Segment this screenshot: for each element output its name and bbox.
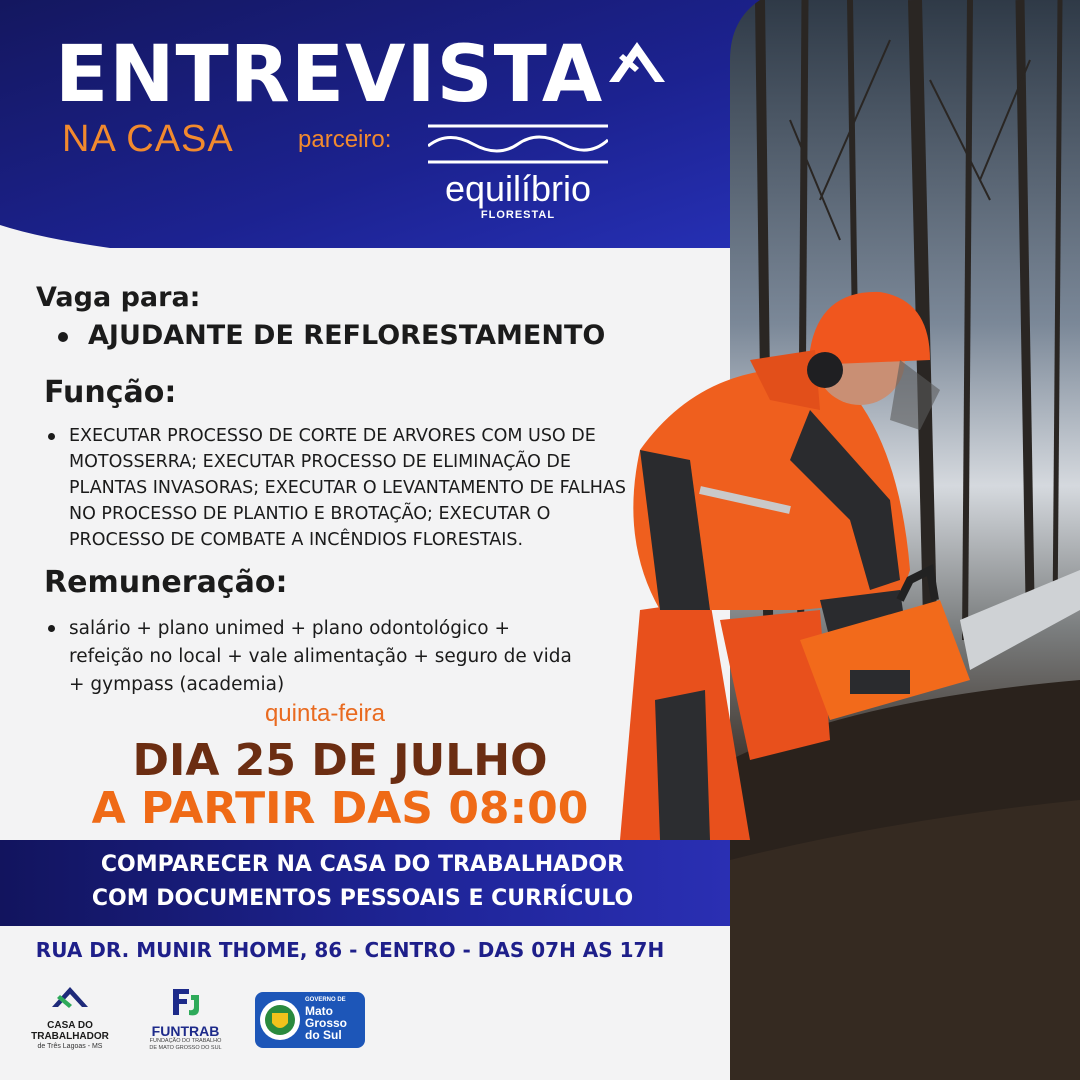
- gov-name: [305, 1005, 347, 1041]
- partner-label: parceiro:: [298, 126, 392, 153]
- function-line: PROCESSO DE COMBATE A INCÊNDIOS FLORESTAIS.: [69, 530, 524, 550]
- page-title: ENTREVISTA: [55, 30, 604, 120]
- gov-label: GOVERNO DE: [305, 997, 346, 1003]
- pay-item: [48, 615, 572, 699]
- function-line: EXECUTAR PROCESSO DE CORTE DE ARVORES COM USO DE: [69, 426, 596, 446]
- pay-text: [69, 615, 572, 699]
- pay-heading: Remuneração:: [44, 565, 288, 600]
- bullet-icon: [48, 625, 55, 632]
- bullet-icon: [58, 332, 68, 342]
- function-heading: Função:: [44, 375, 177, 410]
- gov-line-1: Mato: [305, 1004, 333, 1018]
- pay-line: refeição no local + vale alimentação + seguro de vida: [69, 646, 572, 667]
- date-weekday: quinta-feira: [264, 700, 386, 727]
- partner-name: equilíbrio: [444, 168, 592, 209]
- cta-line-1: COMPARECER NA CASA DO TRABALHADOR: [100, 852, 625, 877]
- vacancy-heading: Vaga para:: [36, 282, 201, 313]
- casa-trabalhador-logo: [25, 985, 115, 1055]
- funtrab-sub-2: DE MATO GROSSO DO SUL: [149, 1045, 222, 1051]
- function-line: NO PROCESSO DE PLANTIO E BROTAÇÃO; EXECUTAR O: [69, 504, 551, 524]
- pay-line: + gympass (academia): [69, 674, 285, 695]
- state-seal-icon: [259, 995, 301, 1045]
- function-line: PLANTAS INVASORAS; EXECUTAR O LEVANTAMENTO DE FALHAS: [69, 478, 626, 498]
- subtitle: NA CASA: [62, 118, 234, 160]
- casa-logo-icon: [605, 38, 670, 86]
- casa-line-3: de Três Lagoas - MS: [37, 1043, 103, 1050]
- partner-subname: FLORESTAL: [480, 209, 556, 221]
- casa-line-1: CASA DO: [47, 1020, 93, 1031]
- funtrab-logo: [138, 985, 233, 1055]
- gov-line-3: do Sul: [305, 1028, 342, 1042]
- date-day: DIA 25 DE JULHO: [132, 735, 548, 786]
- cta-line-2: COM DOCUMENTOS PESSOAIS E CURRÍCULO: [91, 886, 634, 911]
- address: RUA DR. MUNIR THOME, 86 - CENTRO - DAS 07H AS 17H: [35, 938, 665, 962]
- governo-ms-logo: [255, 992, 365, 1048]
- casa-line-2: TRABALHADOR: [31, 1031, 109, 1042]
- house-icon: [50, 985, 90, 1015]
- function-text: [69, 423, 626, 553]
- funtrab-name: FUNTRAB: [151, 1023, 220, 1039]
- vacancy-title: AJUDANTE DE REFLORESTAMENTO: [88, 320, 606, 351]
- function-item: [48, 423, 626, 553]
- gov-line-2: Grosso: [305, 1016, 348, 1030]
- date-time: A PARTIR DAS 08:00: [91, 783, 589, 834]
- bullet-icon: [48, 433, 55, 440]
- funtrab-sub-1: FUNDAÇÃO DO TRABALHO: [149, 1038, 222, 1044]
- function-line: MOTOSSERRA; EXECUTAR PROCESSO DE ELIMINAÇÃO DE: [69, 452, 571, 472]
- vacancy-item: [58, 320, 605, 351]
- pay-line: salário + plano unimed + plano odontológico +: [69, 618, 510, 639]
- cta-banner: [0, 840, 730, 926]
- funtrab-icon: [167, 985, 205, 1019]
- wave-logo-icon: [428, 122, 608, 166]
